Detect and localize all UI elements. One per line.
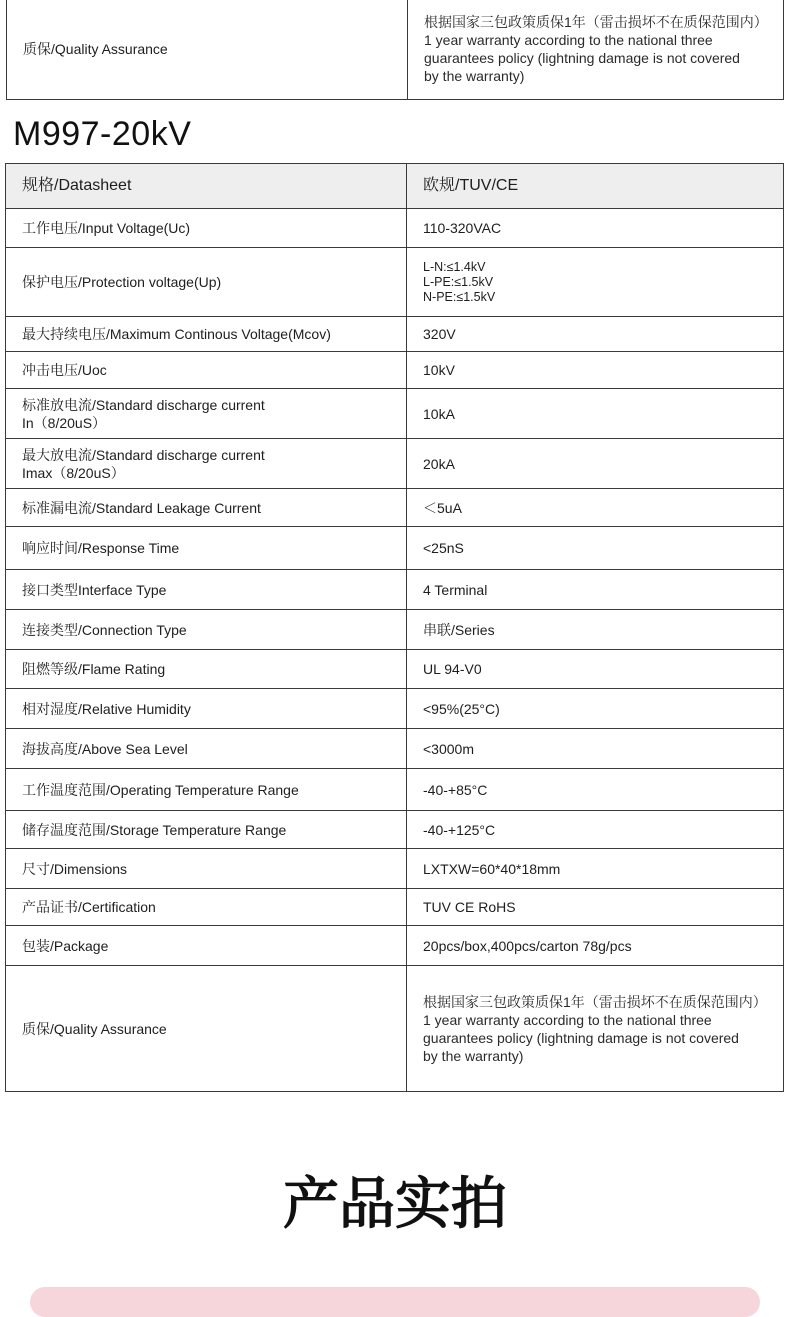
header-value: 欧规/TUV/CE xyxy=(407,164,784,209)
label-line: 最大放电流/Standard discharge current xyxy=(22,446,265,463)
label-line: In（8/20uS） xyxy=(22,414,107,431)
label-line: Imax（8/20uS） xyxy=(22,464,125,481)
row-value: UL 94-V0 xyxy=(407,650,784,689)
table-row xyxy=(6,811,784,849)
table-row xyxy=(6,527,784,570)
table-row xyxy=(6,439,784,489)
row-label: 保护电压/Protection voltage(Up) xyxy=(6,248,407,317)
row-label xyxy=(6,389,407,439)
row-value: 320V xyxy=(407,317,784,352)
row-value: ＜5uA xyxy=(407,489,784,527)
table-row xyxy=(6,209,784,248)
value-line: 1 year warranty according to the national three xyxy=(423,1011,712,1028)
row-label: 尺寸/Dimensions xyxy=(6,849,407,889)
row-value: 110-320VAC xyxy=(407,209,784,248)
row-value: TUV CE RoHS xyxy=(407,889,784,926)
quality-assurance-row xyxy=(7,0,784,100)
datasheet-table xyxy=(5,163,784,1092)
table-header-row xyxy=(6,164,784,209)
table-row xyxy=(6,769,784,811)
table-row xyxy=(6,570,784,610)
row-value: 10kA xyxy=(407,389,784,439)
value-line: by the warranty) xyxy=(424,68,525,84)
table-row xyxy=(6,248,784,317)
value-line: guarantees policy (lightning damage is not covered xyxy=(423,1029,739,1046)
row-value: -40-+85°C xyxy=(407,769,784,811)
table-row xyxy=(6,729,784,769)
value-line: 根据国家三包政策质保1年（雷击损坏不在质保范围内） xyxy=(424,14,768,30)
row-value: 串联/Series xyxy=(407,610,784,650)
table-row xyxy=(6,889,784,926)
top-warranty-table xyxy=(6,0,784,100)
row-label: 阻燃等级/Flame Rating xyxy=(6,650,407,689)
row-value: <95%(25°C) xyxy=(407,689,784,729)
row-label: 工作温度范围/Operating Temperature Range xyxy=(6,769,407,811)
row-label: 响应时间/Response Time xyxy=(6,527,407,570)
row-label: 质保/Quality Assurance xyxy=(6,966,407,1092)
value-line: 根据国家三包政策质保1年（雷击损坏不在质保范围内） xyxy=(423,993,767,1010)
row-value: LXTXW=60*40*18mm xyxy=(407,849,784,889)
row-value: 20pcs/box,400pcs/carton 78g/pcs xyxy=(407,926,784,966)
row-label: 冲击电压/Uoc xyxy=(6,352,407,389)
row-value xyxy=(408,0,784,100)
row-label: 相对湿度/Relative Humidity xyxy=(6,689,407,729)
row-label: 产品证书/Certification xyxy=(6,889,407,926)
table-row xyxy=(6,489,784,527)
row-label: 包装/Package xyxy=(6,926,407,966)
row-label: 最大持续电压/Maximum Continous Voltage(Mcov) xyxy=(6,317,407,352)
table-row xyxy=(6,689,784,729)
row-value: <3000m xyxy=(407,729,784,769)
value-line: L-N:≤1.4kV xyxy=(423,259,486,274)
pink-banner xyxy=(30,1287,760,1317)
value-line: guarantees policy (lightning damage is not covered xyxy=(424,50,740,66)
row-label: 标准漏电流/Standard Leakage Current xyxy=(6,489,407,527)
row-label: 工作电压/Input Voltage(Uc) xyxy=(6,209,407,248)
row-value: <25nS xyxy=(407,527,784,570)
table-row xyxy=(6,610,784,650)
row-value xyxy=(407,966,784,1092)
value-line: 1 year warranty according to the national three xyxy=(424,32,713,48)
model-title: M997-20kV xyxy=(13,115,192,153)
section-heading: 产品实拍 xyxy=(283,1172,507,1237)
table-row xyxy=(6,317,784,352)
table-row xyxy=(6,389,784,439)
value-line: N-PE:≤1.5kV xyxy=(423,289,496,304)
row-value: -40-+125°C xyxy=(407,811,784,849)
value-line: by the warranty) xyxy=(423,1047,524,1064)
row-value: 4 Terminal xyxy=(407,570,784,610)
table-row xyxy=(6,926,784,966)
header-label: 规格/Datasheet xyxy=(6,164,407,209)
table-row xyxy=(6,849,784,889)
row-label: 质保/Quality Assurance xyxy=(7,0,408,100)
table-row xyxy=(6,966,784,1092)
value-line: L-PE:≤1.5kV xyxy=(423,274,494,289)
row-label: 连接类型/Connection Type xyxy=(6,610,407,650)
row-value xyxy=(407,248,784,317)
row-label xyxy=(6,439,407,489)
row-value: 20kA xyxy=(407,439,784,489)
row-label: 储存温度范围/Storage Temperature Range xyxy=(6,811,407,849)
row-label: 接口类型Interface Type xyxy=(6,570,407,610)
table-row xyxy=(6,352,784,389)
label-line: 标准放电流/Standard discharge current xyxy=(22,396,265,413)
row-value: 10kV xyxy=(407,352,784,389)
row-label: 海拔高度/Above Sea Level xyxy=(6,729,407,769)
table-row xyxy=(6,650,784,689)
